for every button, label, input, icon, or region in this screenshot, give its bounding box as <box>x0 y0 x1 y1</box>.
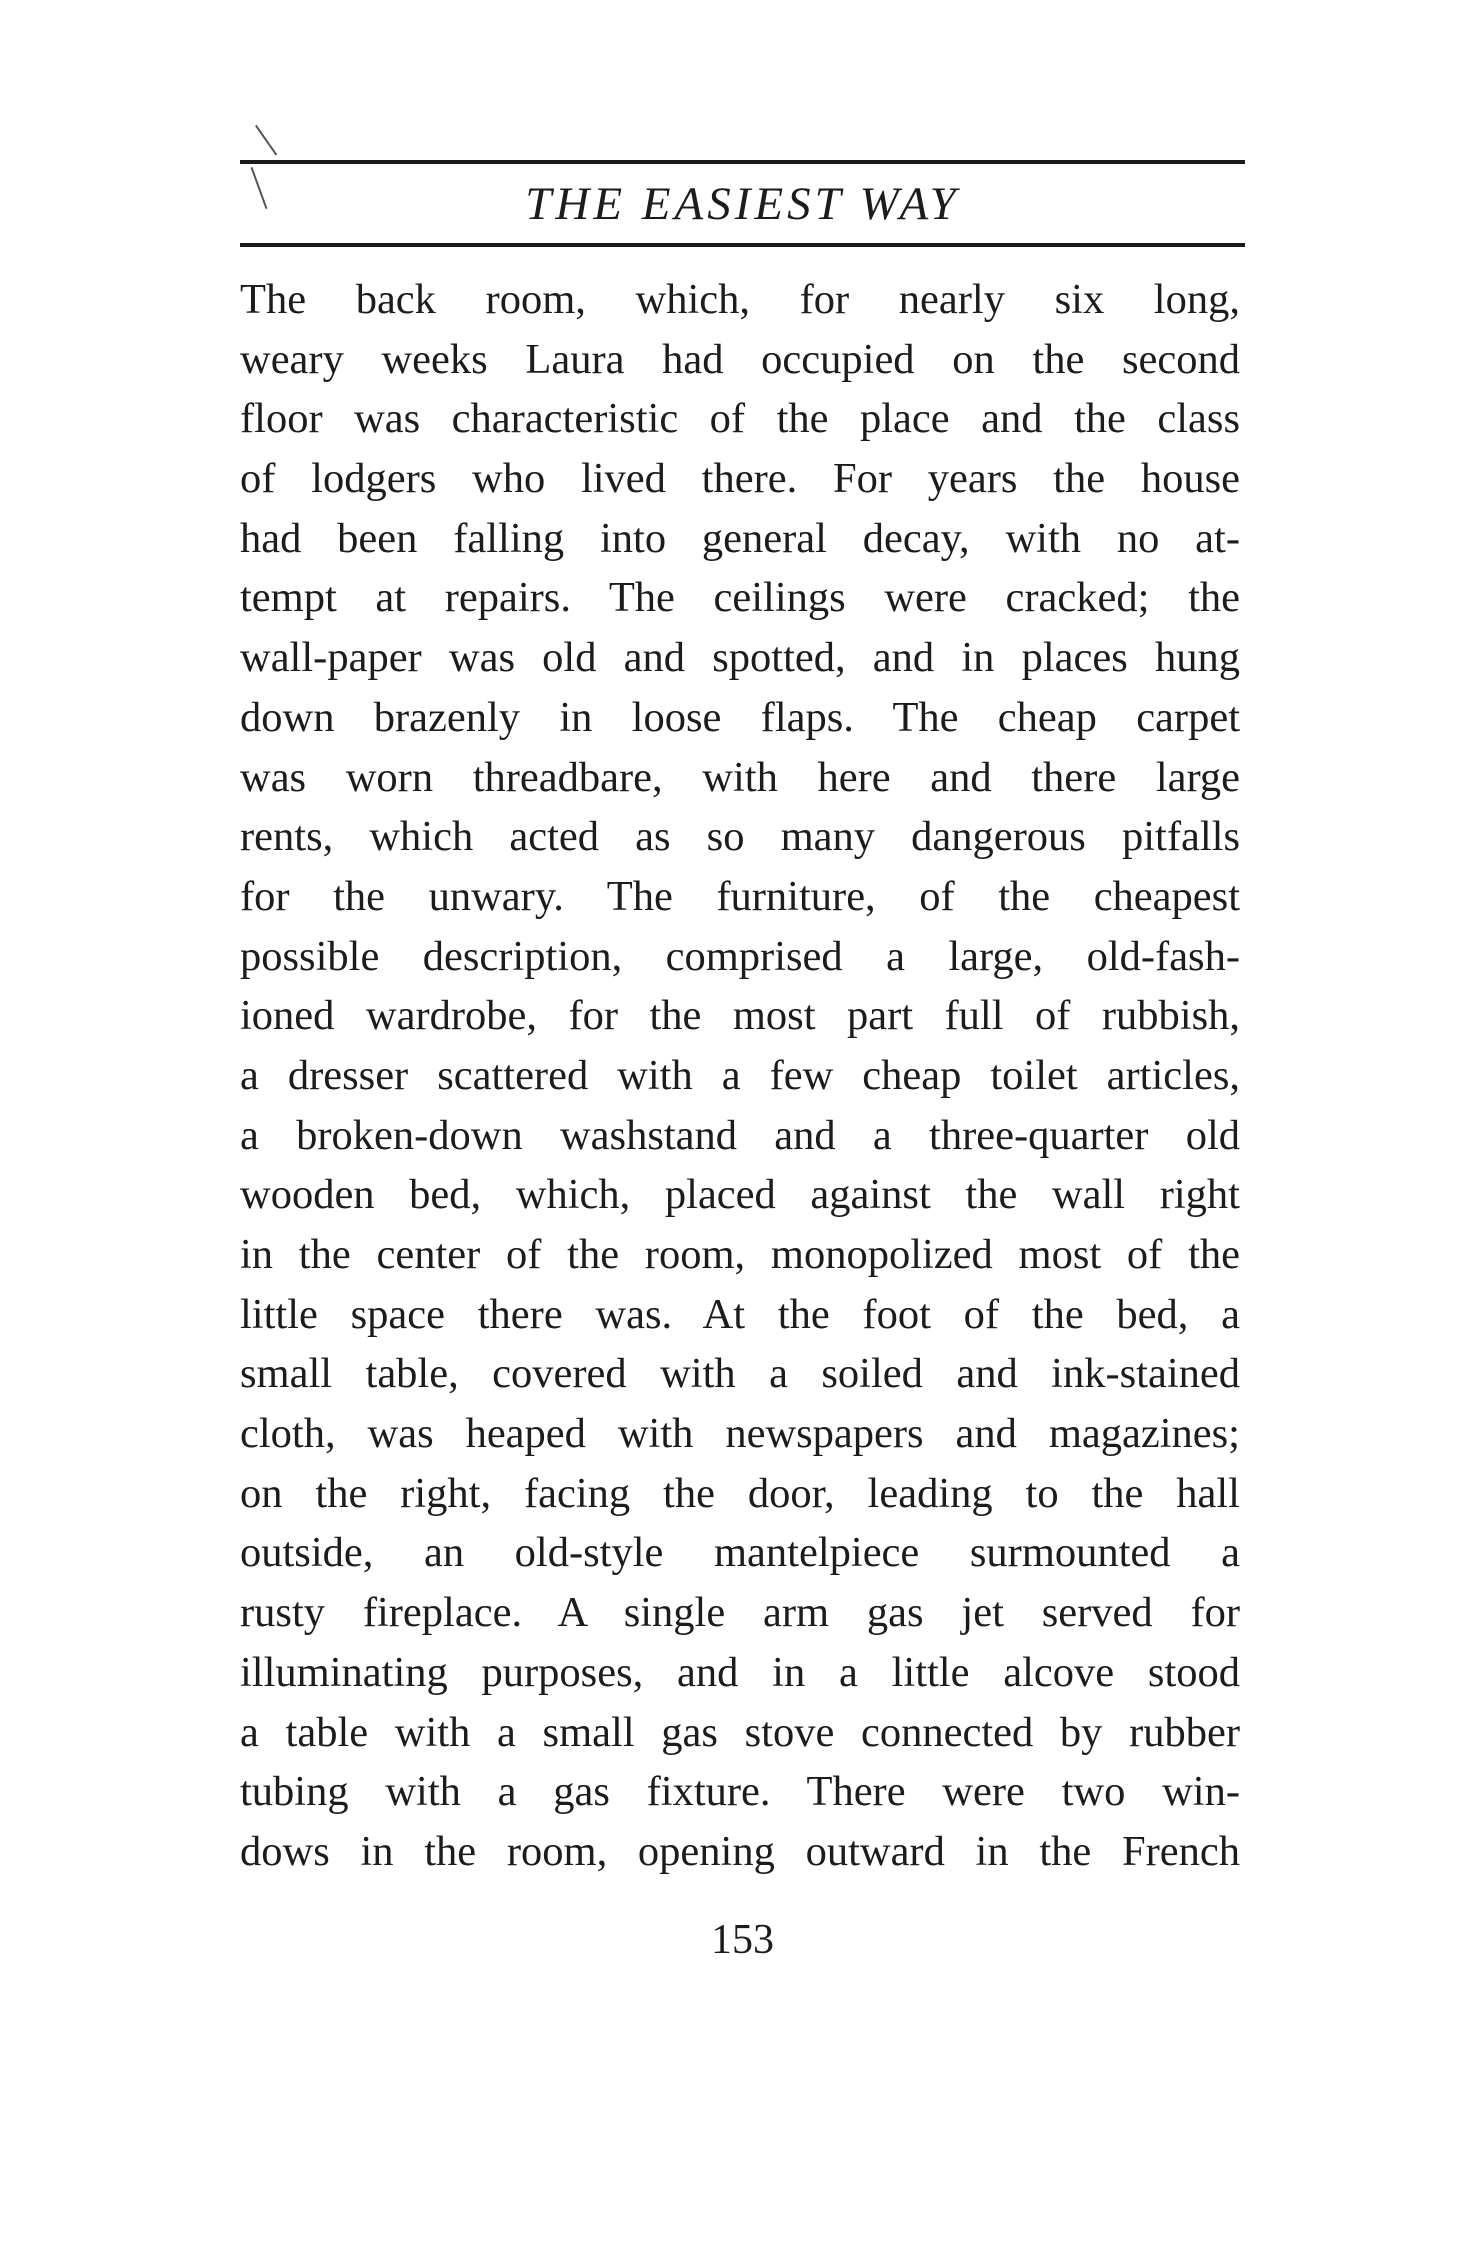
text-line: a broken-down washstand and a three-quarter old <box>240 1111 1240 1159</box>
text-line: outside, an old-style mantelpiece surmounted a <box>240 1529 1240 1577</box>
text-line: small table, covered with a soiled and ink-stained <box>240 1350 1240 1398</box>
text-line: a dresser scattered with a few cheap toilet articles, <box>240 1051 1240 1099</box>
text-line: for the unwary. The furniture, of the cheapest <box>240 872 1240 920</box>
text-line: rents, which acted as so many dangerous pitfalls <box>240 813 1240 861</box>
page-number: 153 <box>711 1917 774 1963</box>
body-text <box>240 270 1240 1882</box>
text-line: of lodgers who lived there. For years the house <box>240 455 1240 503</box>
text-line: The back room, which, for nearly six long, <box>240 276 1240 323</box>
text-line: in the center of the room, monopolized most of the <box>240 1231 1240 1278</box>
text-line: tempt at repairs. The ceilings were cracked; the <box>240 574 1240 622</box>
text-line: ioned wardrobe, for the most part full of rubbish, <box>240 992 1240 1040</box>
text-line: possible description, comprised a large, old-fash- <box>240 932 1240 980</box>
pencil-mark <box>255 125 277 156</box>
running-title: THE EASIEST WAY <box>525 178 960 230</box>
text-line: wall-paper was old and spotted, and in places hung <box>240 634 1240 682</box>
text-line: wooden bed, which, placed against the wall right <box>240 1171 1240 1219</box>
text-line: was worn threadbare, with here and there large <box>240 753 1240 801</box>
text-line: dows in the room, opening outward in the French <box>240 1827 1240 1875</box>
header-rule-bottom <box>240 243 1245 247</box>
text-line: had been falling into general decay, with no at- <box>240 514 1240 562</box>
text-line: floor was characteristic of the place and the class <box>240 395 1240 443</box>
text-line: little space there was. At the foot of the bed, a <box>240 1290 1240 1338</box>
text-line: weary weeks Laura had occupied on the second <box>240 335 1240 383</box>
text-line: on the right, facing the door, leading to the hall <box>240 1469 1240 1517</box>
text-line: cloth, was heaped with newspapers and magazines; <box>240 1410 1240 1458</box>
text-line: a table with a small gas stove connected by rubber <box>240 1708 1240 1756</box>
text-line: illuminating purposes, and in a little alcove stood <box>240 1648 1240 1696</box>
header-rule-top <box>240 160 1245 164</box>
text-line: down brazenly in loose flaps. The cheap carpet <box>240 693 1240 741</box>
text-line: rusty fireplace. A single arm gas jet served for <box>240 1589 1240 1637</box>
text-line: tubing with a gas fixture. There were two win- <box>240 1768 1240 1816</box>
